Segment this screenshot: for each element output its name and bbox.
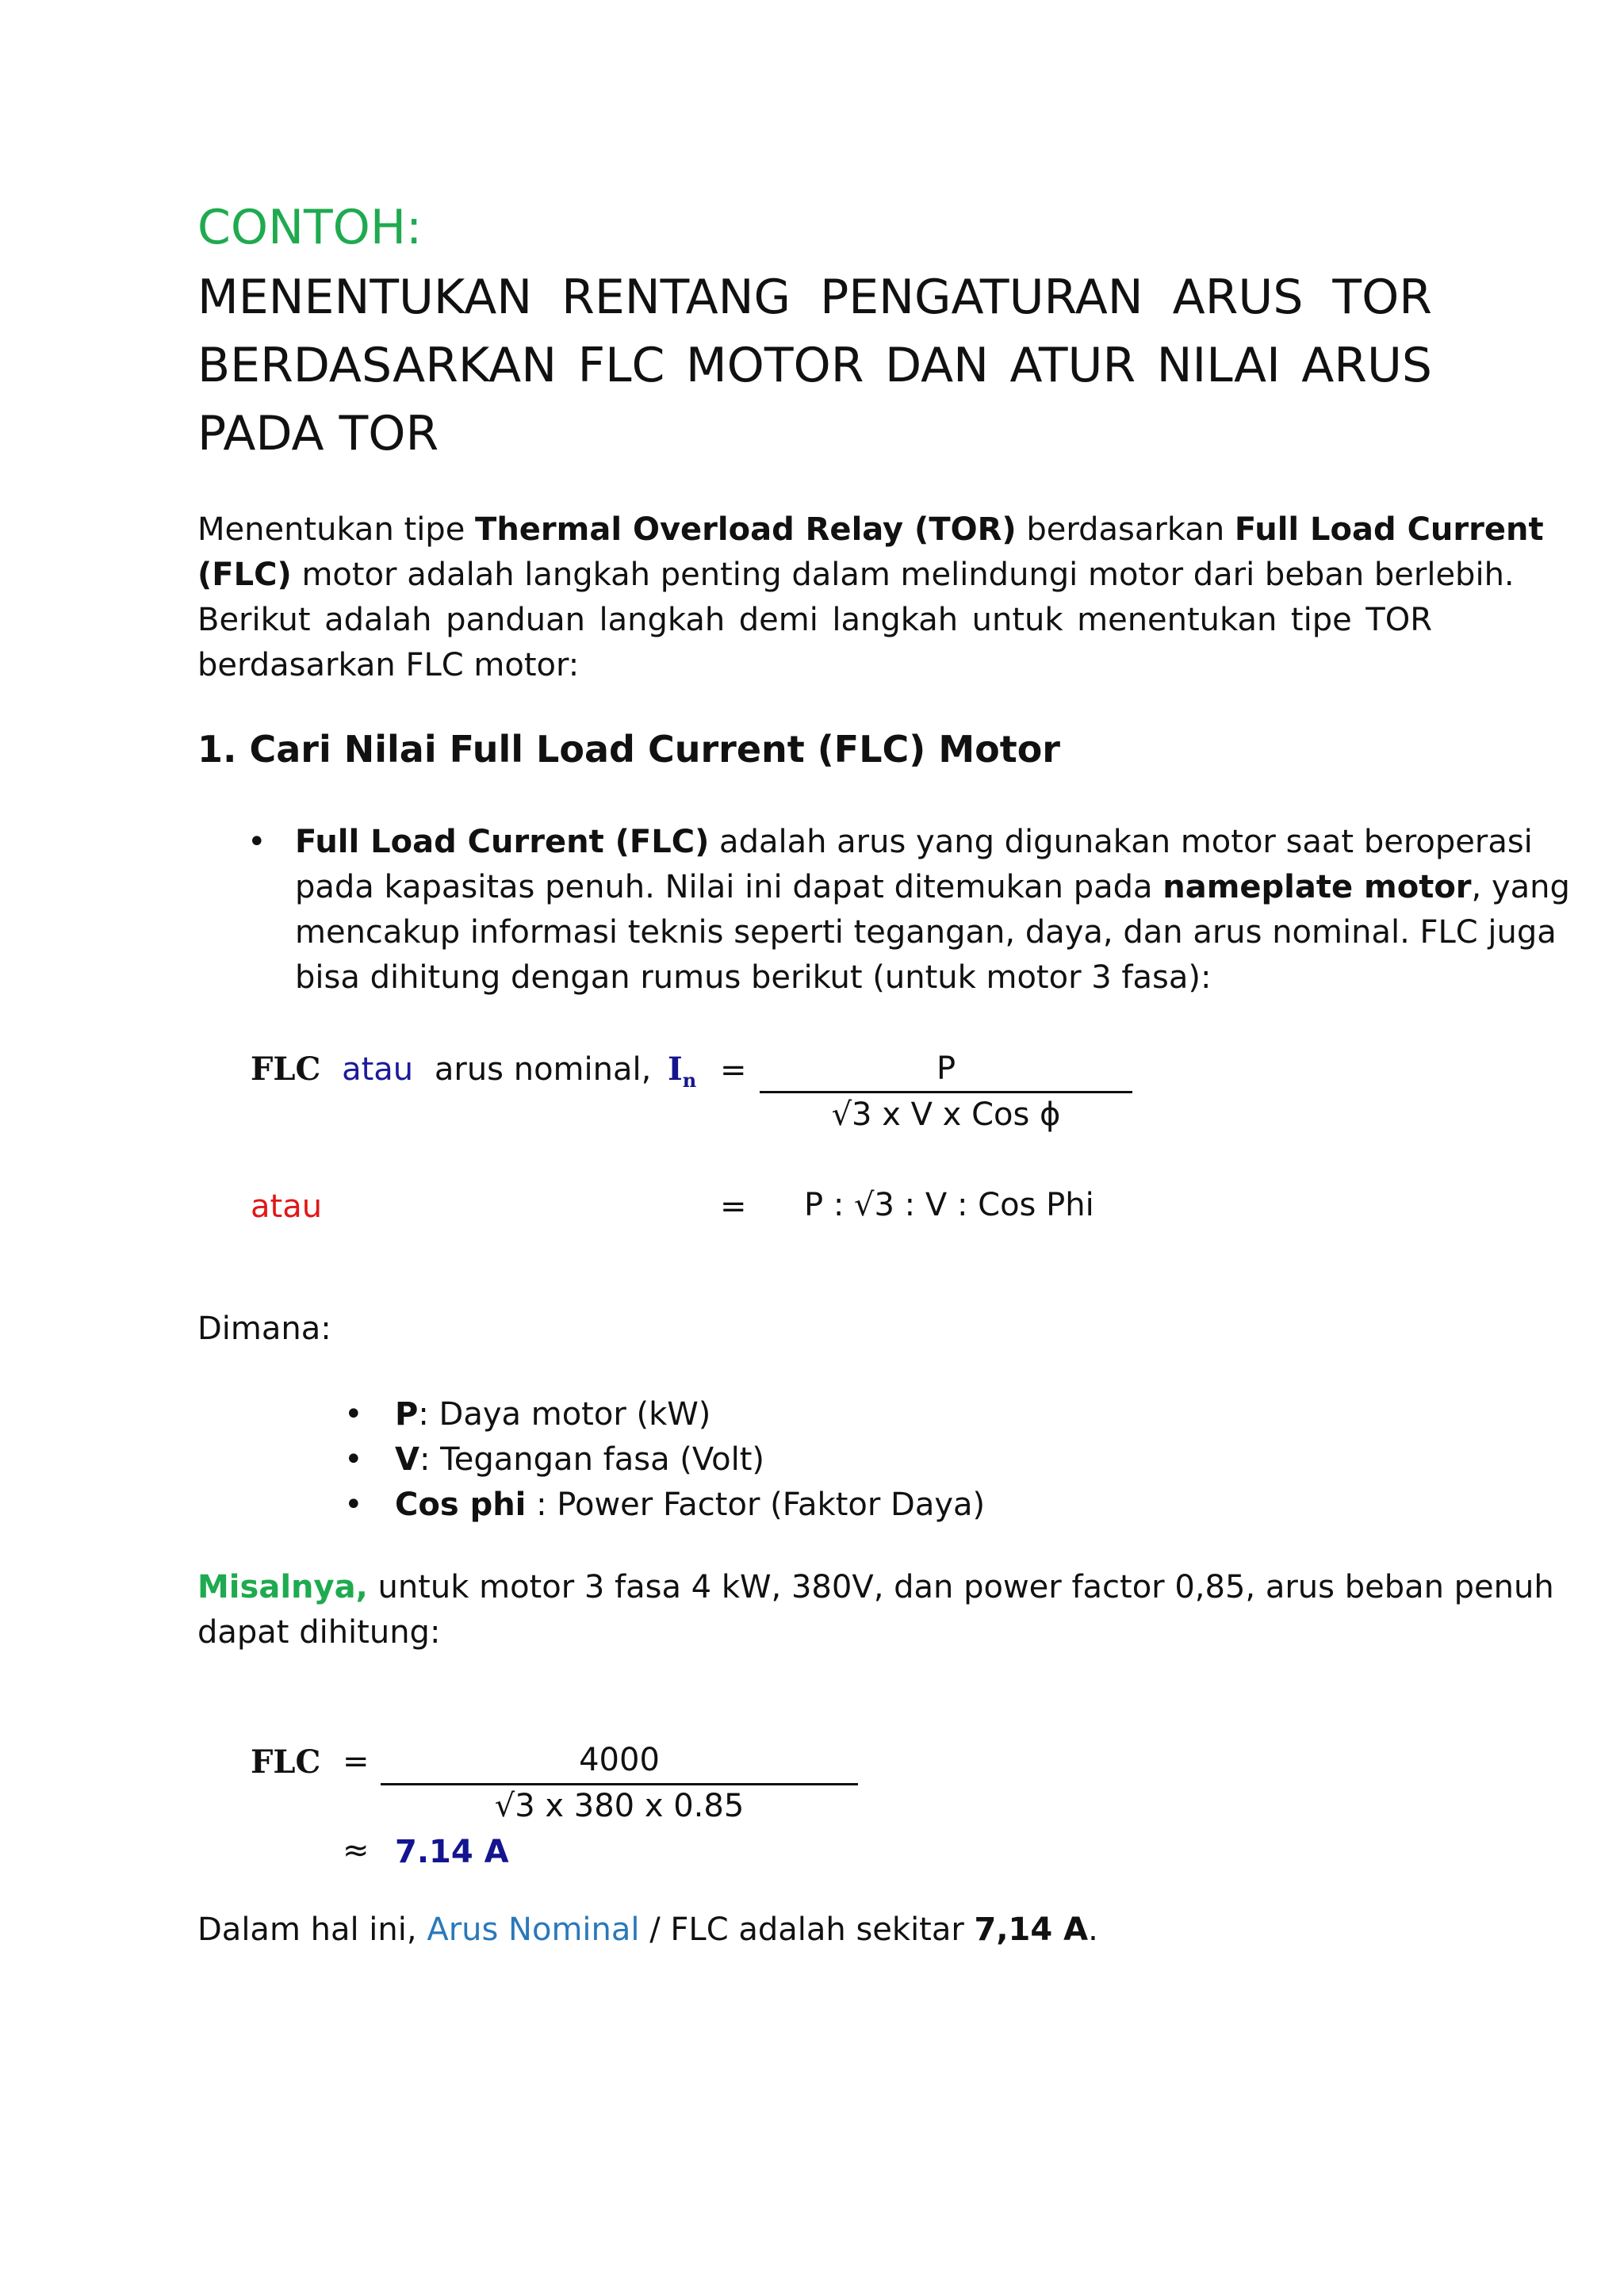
text: pada kapasitas penuh. Nilai ini dapat ditemukan pada xyxy=(295,869,1163,905)
intro-line xyxy=(197,553,1515,598)
text: untuk motor 3 fasa 4 kW, 380V, dan power factor 0,85, arus beban penuh xyxy=(367,1569,1554,1605)
formula2-numerator: 4000 xyxy=(579,1742,660,1778)
symbol-i: I xyxy=(668,1050,683,1088)
dimana-label: Dimana: xyxy=(197,1311,331,1347)
text: motor adalah langkah penting dalam melindungi motor dari beban berlebih. xyxy=(291,557,1515,593)
formula2-denominator: √3 x 380 x 0.85 xyxy=(494,1788,745,1824)
alt-label: atau xyxy=(251,1188,323,1225)
kicker-label: CONTOH: xyxy=(197,200,423,255)
formula1-lhs xyxy=(251,1047,696,1103)
intro-paragraph xyxy=(197,507,1544,688)
bold-value: 7,14 A xyxy=(974,1911,1089,1948)
text: . xyxy=(1088,1911,1098,1948)
bold-term: Full Load Current (FLC) xyxy=(295,824,710,860)
bullet-dot: • xyxy=(344,1487,363,1523)
bullet-line xyxy=(295,865,1570,910)
bold-term: (FLC) xyxy=(197,557,292,593)
variable-symbol: Cos phi xyxy=(395,1487,527,1523)
variable-desc: : Power Factor (Faktor Daya) xyxy=(526,1487,986,1523)
alt-equals: = xyxy=(720,1188,747,1225)
title-line: MENENTUKAN RENTANG PENGATURAN ARUS TOR xyxy=(197,270,1432,325)
text: berdasarkan xyxy=(1016,511,1235,548)
section-heading: 1. Cari Nilai Full Load Current (FLC) Motor xyxy=(197,728,1060,771)
example-lead: Misalnya, xyxy=(197,1569,368,1605)
variable-item xyxy=(395,1437,764,1483)
flc-label: FLC xyxy=(251,1050,321,1088)
intro-line: berdasarkan FLC motor: xyxy=(197,647,580,683)
bullet-line xyxy=(295,820,1533,865)
bullet-dot: • xyxy=(247,824,266,860)
bold-term: Thermal Overload Relay (TOR) xyxy=(475,511,1017,548)
bold-term: nameplate motor xyxy=(1162,869,1472,905)
bullet-dot: • xyxy=(344,1396,363,1433)
variable-desc: : Daya motor (kW) xyxy=(418,1396,711,1433)
variable-item xyxy=(395,1392,710,1437)
formula2-lhs: FLC xyxy=(251,1743,321,1781)
highlight-term: Arus Nominal xyxy=(427,1911,640,1948)
approx-symbol: ≈ xyxy=(343,1832,370,1869)
text: Dalam hal ini, xyxy=(197,1911,427,1948)
variable-item xyxy=(395,1483,985,1528)
text: / FLC adalah sekitar xyxy=(639,1911,975,1948)
bullet-paragraph xyxy=(295,820,1570,1001)
variable-symbol: V xyxy=(395,1441,419,1478)
intro-line xyxy=(197,507,1544,553)
variable-symbol: P xyxy=(395,1396,419,1433)
page-title xyxy=(197,263,1432,468)
formula2-result: 7.14 A xyxy=(395,1834,509,1870)
title-line: BERDASARKAN FLC MOTOR DAN ATUR NILAI ARUS xyxy=(197,338,1432,393)
example-line: dapat dihitung: xyxy=(197,1614,441,1651)
symbol-sub: n xyxy=(682,1069,697,1092)
atau-label: atau xyxy=(342,1051,414,1088)
intro-line: Berikut adalah panduan langkah demi langkah untuk menentukan tipe TOR xyxy=(197,602,1432,638)
text: Menentukan tipe xyxy=(197,511,476,548)
current-symbol xyxy=(668,1050,697,1092)
formula1-numerator: P xyxy=(936,1050,956,1087)
example-paragraph xyxy=(197,1565,1554,1655)
bullet-line: bisa dihitung dengan rumus berikut (untuk motor 3 fasa): xyxy=(295,959,1212,996)
bold-term: Full Load Current xyxy=(1234,511,1544,548)
alt-expression: P : √3 : V : Cos Phi xyxy=(804,1187,1094,1223)
conclusion-line xyxy=(197,1908,1098,1953)
bullet-dot: • xyxy=(344,1441,363,1478)
nominal-text: arus nominal, xyxy=(434,1051,652,1088)
bullet-line: mencakup informasi teknis seperti tegangan, daya, dan arus nominal. FLC juga xyxy=(295,914,1557,951)
title-line: PADA TOR xyxy=(197,406,439,461)
formula2-equals: = xyxy=(343,1743,370,1780)
example-line xyxy=(197,1565,1554,1610)
text: adalah arus yang digunakan motor saat beroperasi xyxy=(709,824,1533,860)
formula1-equals: = xyxy=(720,1052,747,1089)
variable-desc: : Tegangan fasa (Volt) xyxy=(419,1441,765,1478)
formula1-denominator: √3 x V x Cos ϕ xyxy=(831,1096,1061,1133)
text: , yang xyxy=(1471,869,1570,905)
